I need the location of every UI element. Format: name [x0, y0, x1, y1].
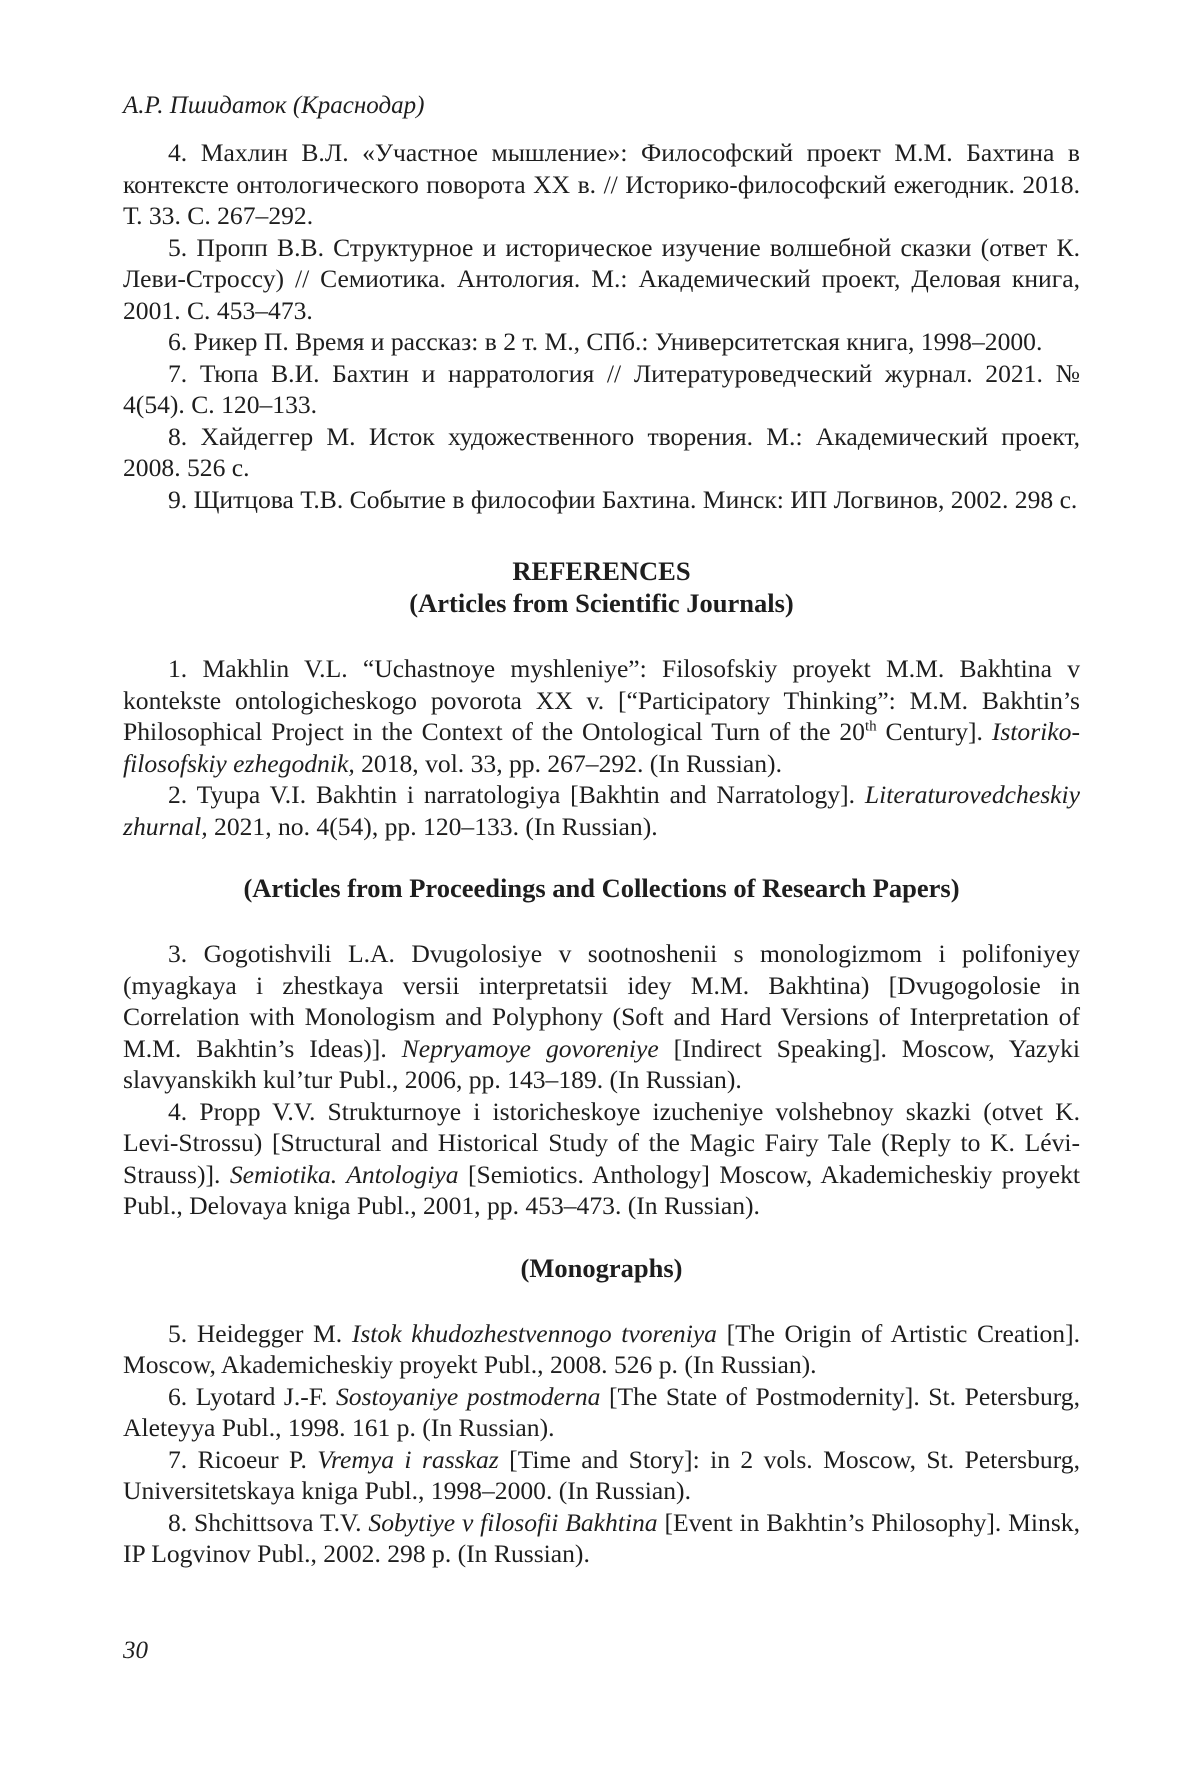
reference-entry: [123, 1507, 1080, 1570]
reference-text: Century].: [876, 717, 992, 746]
reference-text: 4. Propp V.V. Strukturnoye i istoricheskoye izucheniye volshebnoy skazki (otvet K. Levi-Strossu) [Structural and Historical Study of the Magic Fairy Tale (Reply to K. Lévi-Strauss)].: [123, 1096, 1080, 1189]
reference-text: 1. Makhlin V.L. “Uchastnoye myshleniye”: Filosofskiy proyekt M.M. Bakhtina v kontekste ontologicheskogo povorota XX v. [“Participatory Thinking”: M.M. Bakhtin’s Philosophical Project in the Context of the Ontological Turn of the 20: [123, 654, 1080, 746]
reference-text: [Time and Story]: in 2 vols. Moscow, St. Petersburg, Universitetskaya kniga Publ., 1998–2000. (In Russian).: [123, 1444, 1080, 1505]
reference-text: [The State of Postmodernity]. St. Petersburg, Aleteyya Publ., 1998. 161 p. (In Russian).: [123, 1381, 1080, 1442]
references-heading: REFERENCES: [512, 556, 691, 586]
reference-text: [Indirect Speaking]. Moscow, Yazyki slavyanskikh kul’tur Publ., 2006, pp. 143–189. (In Russian).: [123, 1033, 1080, 1094]
reference-text: 2. Tyupa V.I. Bakhtin i narratologiya [Bakhtin and Narratology].: [168, 780, 865, 809]
reference-text: 8. Shchittsova T.V.: [168, 1507, 369, 1537]
reference-entry: [123, 653, 1080, 779]
reference-text: 5. Heidegger M.: [168, 1318, 352, 1348]
reference-entry: [123, 1318, 1080, 1381]
reference-text: 6. Lyotard J.-F.: [168, 1381, 336, 1411]
reference-text: 2018, vol. 33, pp. 267–292. (In Russian).: [354, 748, 782, 778]
journal-title: Literaturovedcheskiy zhurnal,: [123, 780, 1080, 841]
journal-title: Istoriko-filosofskiy ezhegodnik,: [123, 717, 1080, 778]
ordinal-suffix: th: [864, 718, 877, 735]
collection-title: Semiotika. Antologiya: [229, 1159, 459, 1189]
russian-reference-list: [123, 137, 1080, 515]
reference-text: [The Origin of Artistic Creation]. Moscow, Akademicheskiy proyekt Publ., 2008. 526 p. (In Russian).: [123, 1318, 1080, 1379]
section-heading-monographs: (Monographs): [520, 1252, 683, 1283]
reference-entry: 4. Махлин В.Л. «Участное мышление»: Философский проект М.М. Бахтина в контексте онтологического поворота XX в. // Историко-философский ежегодник. 2018. Т. 33. С. 267–292.: [123, 138, 1080, 230]
reference-text: [Event in Bakhtin’s Philosophy]. Minsk, IP Logvinov Publ., 2002. 298 p. (In Russian).: [123, 1507, 1080, 1568]
book-title: Sobytiye v filosofii Bakhtina: [368, 1507, 658, 1537]
section-heading-proceedings: (Articles from Proceedings and Collections of Research Papers): [243, 873, 960, 903]
collection-title: Nepryamoye govoreniye: [401, 1033, 659, 1063]
proceedings-heading-block: [123, 872, 1080, 904]
book-title: Sostoyaniye postmoderna: [335, 1381, 601, 1411]
reference-text: 2021, no. 4(54), pp. 120–133. (In Russian).: [207, 811, 658, 841]
monograph-reference-list: [123, 1318, 1080, 1570]
reference-entry: [123, 938, 1080, 1096]
page-number: 30: [123, 1637, 148, 1664]
reference-entry: 6. Рикер П. Время и рассказ: в 2 т. М., СПб.: Университетская книга, 1998–2000.: [168, 327, 1043, 356]
page-content: [123, 90, 1080, 1570]
reference-entry: [123, 779, 1080, 842]
book-title: Vremya i rasskaz: [317, 1444, 499, 1474]
reference-entry: 9. Щитцова Т.В. Событие в философии Бахтина. Минск: ИП Логвинов, 2002. 298 с.: [168, 484, 1078, 514]
reference-entry: [123, 1096, 1080, 1222]
reference-entry: [123, 1381, 1080, 1444]
book-title: Istok khudozhestvennogo tvoreniya: [351, 1318, 717, 1348]
reference-text: [Semiotics. Anthology] Moscow, Akademicheskiy proyekt Publ., Delovaya kniga Publ., 2001, pp. 453–473. (In Russian).: [123, 1159, 1080, 1220]
monographs-heading-block: [123, 1252, 1080, 1284]
reference-text: 3. Gogotishvili L.A. Dvugolosiye v sootnoshenii s monologizmom i polifoniyey (myagkaya i zhestkaya versii interpretatsii idey M.M. Bakhtina) [Dvugogolosie in Correlation with Monologism and Polyphony (Soft and Hard Versions of Interpretation of M.M. Bakhtin’s Ideas)].: [123, 939, 1080, 1063]
reference-entry: [123, 1444, 1080, 1507]
reference-entry: 5. Пропп В.В. Структурное и историческое изучение волшебной сказки (ответ К. Леви-Строссу) // Семиотика. Антология. М.: Академический проект, Деловая книга, 2001. С. 453–473.: [123, 232, 1080, 325]
section-heading-journals: (Articles from Scientific Journals): [409, 588, 794, 618]
reference-text: 7. Ricoeur P.: [168, 1444, 318, 1474]
reference-entry: 8. Хайдеггер М. Исток художественного творения. М.: Академический проект, 2008. 526 с.: [123, 421, 1080, 482]
reference-entry: 7. Тюпа В.И. Бахтин и нарратология // Литературоведческий журнал. 2021. № 4(54). С. 120–133.: [123, 358, 1080, 419]
references-heading-block: [123, 555, 1080, 619]
running-head: А.Р. Пшидаток (Краснодар): [123, 92, 425, 119]
journal-reference-list: [123, 653, 1080, 842]
proceedings-reference-list: [123, 938, 1080, 1222]
